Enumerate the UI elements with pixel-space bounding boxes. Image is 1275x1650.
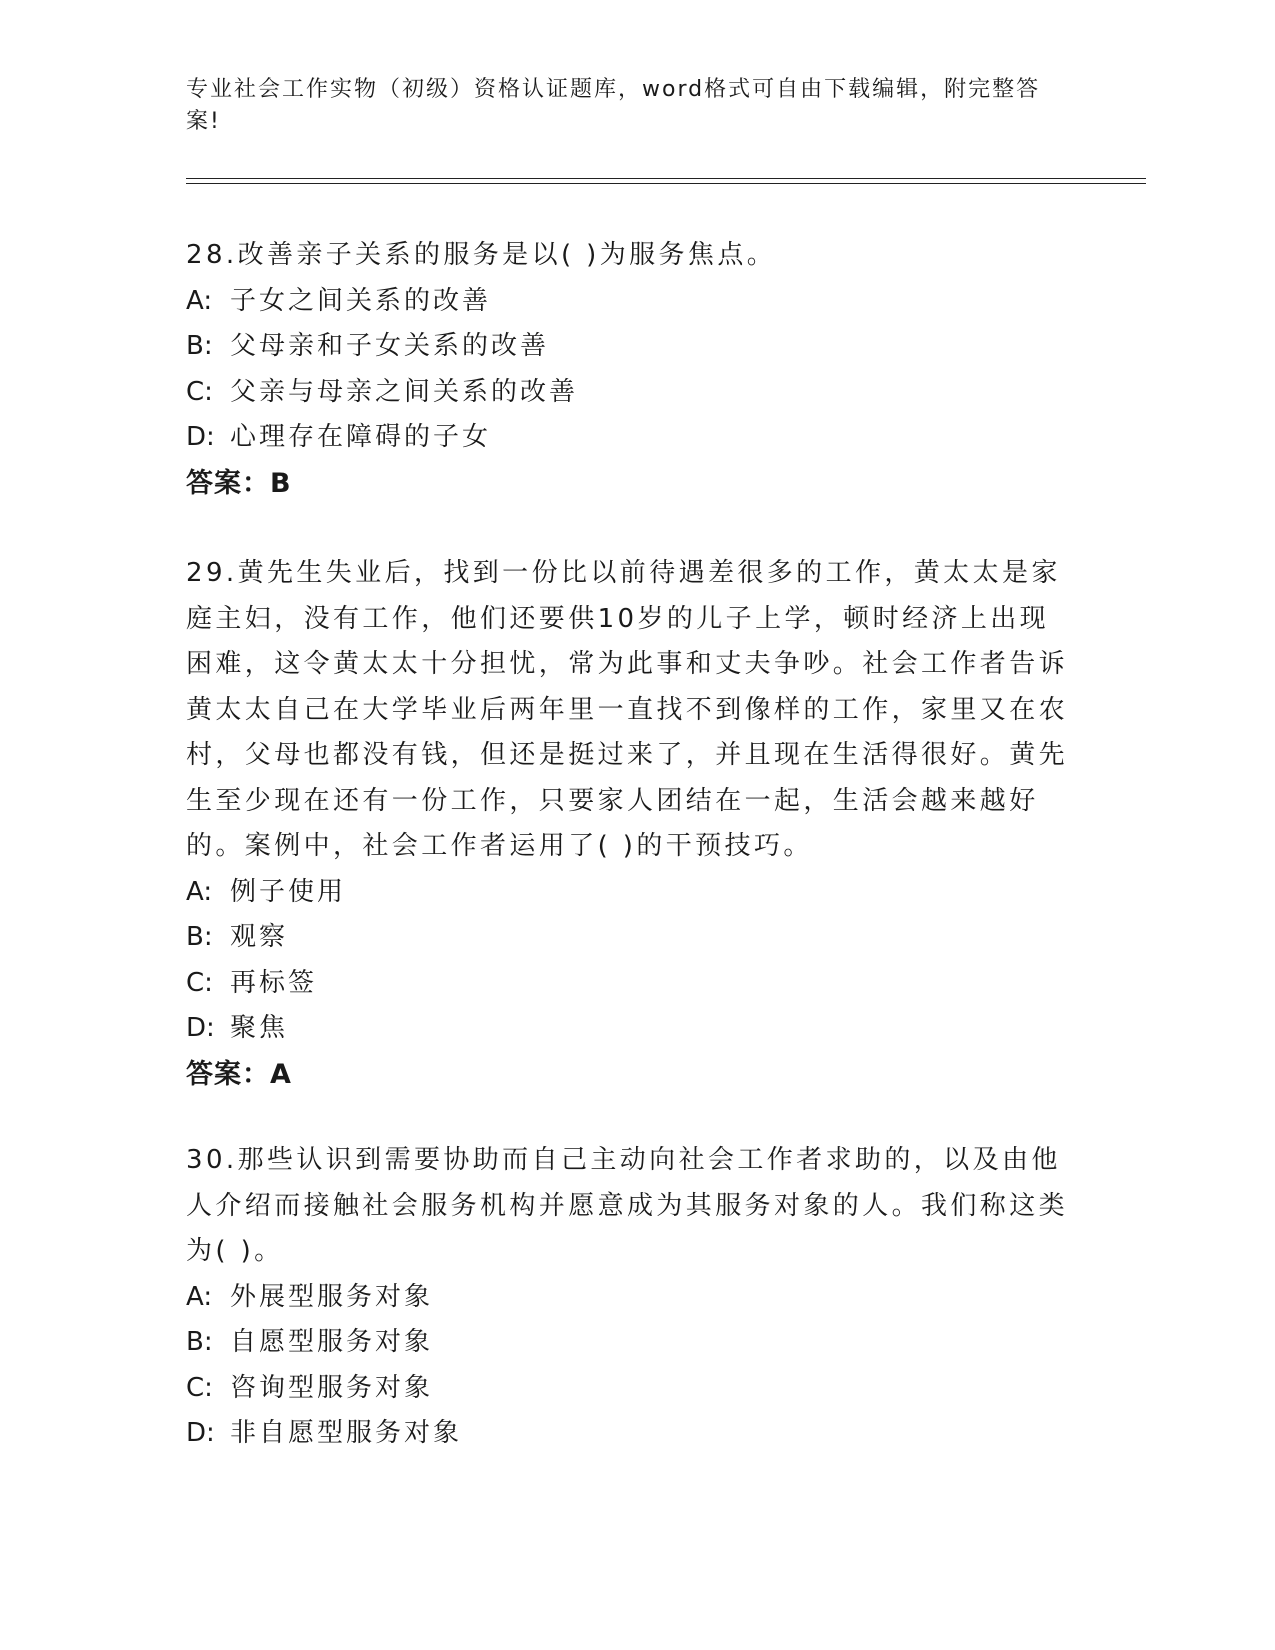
question-stem (186, 551, 1076, 870)
document-header: 专业社会工作实物（初级）资格认证题库，word格式可自由下载编辑，附完整答案! (186, 77, 1041, 134)
option-a (186, 1275, 1076, 1321)
option-d (186, 1411, 1076, 1457)
question-number: 30. (186, 1145, 238, 1175)
option-text: 观察 (230, 922, 289, 952)
option-letter: B: (186, 922, 213, 952)
option-letter: B: (186, 331, 213, 361)
option-text: 自愿型服务对象 (230, 1327, 434, 1357)
question-number: 29. (186, 558, 238, 588)
option-letter: A: (186, 285, 213, 316)
question-number: 28. (186, 240, 238, 270)
question-29 (186, 551, 1076, 1097)
option-b (186, 1320, 1076, 1366)
option-b (186, 324, 1076, 370)
option-text: 非自愿型服务对象 (230, 1418, 463, 1448)
question-text: 那些认识到需要协助而自己主动向社会工作者求助的，以及由他人介绍而接触社会服务机构并愿意成为其服务对象的人。我们称这类为( )。 (186, 1145, 1069, 1266)
option-text: 父亲与母亲之间关系的改善 (230, 376, 579, 407)
option-letter: A: (186, 876, 213, 907)
option-c (186, 1366, 1076, 1412)
question-30 (186, 1138, 1076, 1457)
option-letter: D: (186, 1013, 215, 1043)
option-text: 子女之间关系的改善 (230, 285, 492, 316)
option-letter: D: (186, 422, 215, 452)
option-text: 咨询型服务对象 (230, 1372, 434, 1403)
option-text: 再标签 (230, 967, 318, 998)
answer-label: 答案：B (186, 467, 292, 499)
header-rule-bottom (186, 183, 1146, 184)
header-rule-top (186, 178, 1146, 179)
option-letter: C: (186, 967, 213, 998)
question-28 (186, 233, 1076, 506)
option-text: 例子使用 (230, 876, 347, 907)
option-d (186, 415, 1076, 461)
option-letter: A: (186, 1281, 213, 1312)
option-letter: C: (186, 376, 213, 407)
option-text: 父母亲和子女关系的改善 (230, 331, 550, 361)
option-letter: C: (186, 1372, 213, 1403)
option-letter: B: (186, 1327, 213, 1357)
answer-label: 答案：A (186, 1058, 292, 1090)
option-letter: D: (186, 1418, 215, 1448)
option-text: 心理存在障碍的子女 (230, 422, 492, 452)
question-stem (186, 233, 1076, 279)
option-a (186, 279, 1076, 325)
question-text: 黄先生失业后，找到一份比以前待遇差很多的工作，黄太太是家庭主妇，没有工作，他们还要供10岁的儿子上学，顿时经济上出现困难，这令黄太太十分担忧，常为此事和丈夫争吵。社会工作者告诉黄太太自己在大学毕业后两年里一直找不到像样的工作，家里又在农村，父母也都没有钱，但还是挺过来了，并且现在生活得很好。黄先生至少现在还有一份工作，只要家人团结在一起，生活会越来越好的。案例中，社会工作者运用了( )的干预技巧。 (186, 558, 1069, 861)
option-c (186, 961, 1076, 1007)
option-a (186, 870, 1076, 916)
question-text: 改善亲子关系的服务是以( )为服务焦点。 (237, 240, 777, 270)
option-d (186, 1006, 1076, 1052)
option-b (186, 915, 1076, 961)
question-stem (186, 1138, 1076, 1275)
option-text: 外展型服务对象 (230, 1281, 434, 1312)
option-c (186, 370, 1076, 416)
option-text: 聚焦 (230, 1013, 289, 1043)
